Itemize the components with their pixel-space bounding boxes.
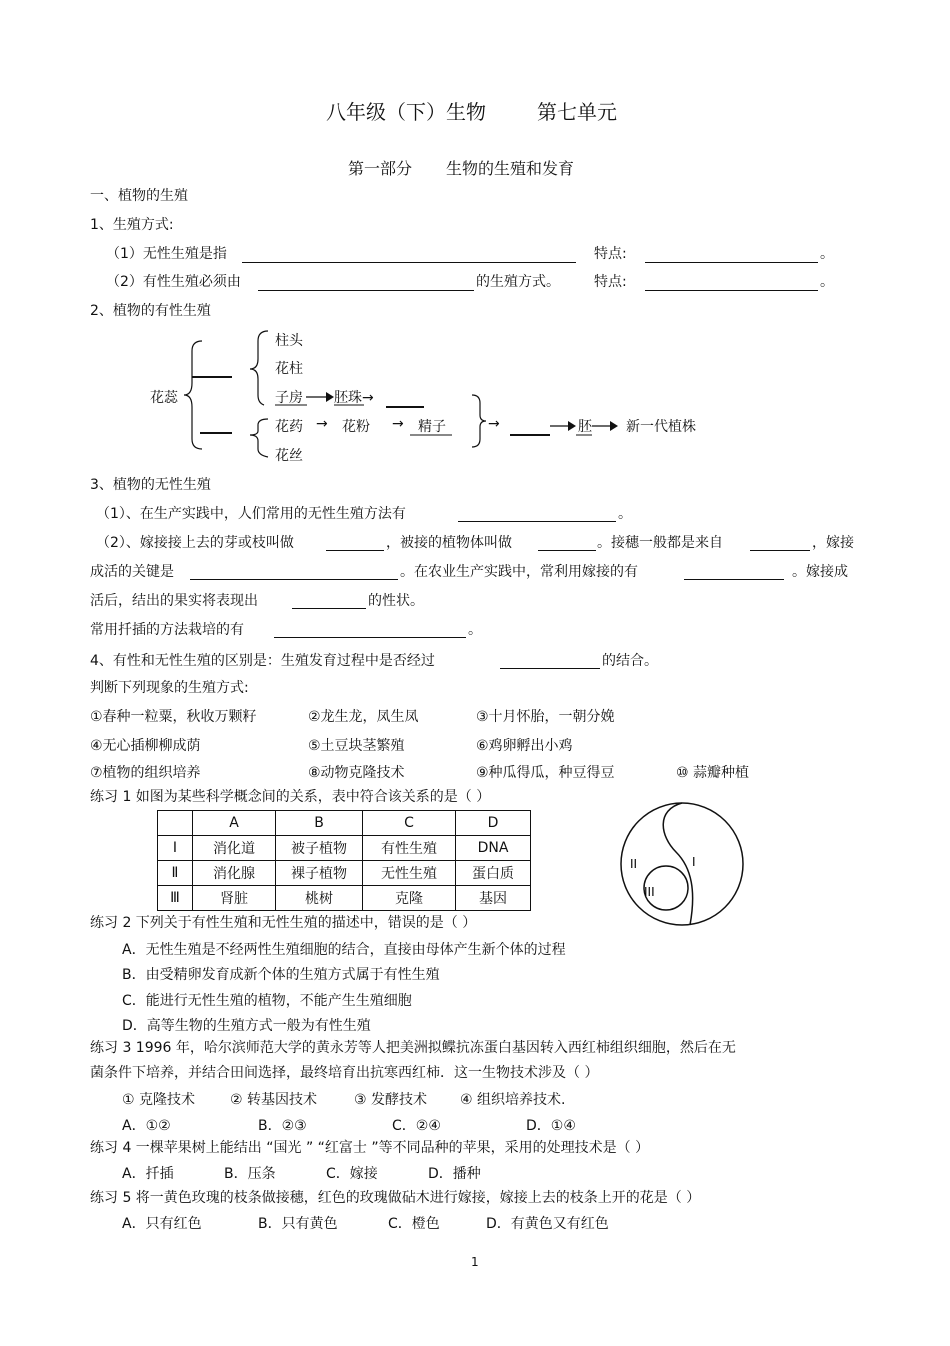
table-cell: 无性生殖 xyxy=(363,861,456,886)
ex4-option-d: D．播种 xyxy=(428,1166,481,1182)
ex4-option-a: A．扦插 xyxy=(122,1166,174,1182)
page-title-left: 八年级（下）生物 xyxy=(326,100,486,124)
q4-blank[interactable] xyxy=(500,668,600,669)
q3-line3a: 成活的关键是 xyxy=(90,564,174,580)
q3-line2c: 。接穗一般都是来自 xyxy=(597,535,723,551)
judge-item: ⑦植物的组织培养 xyxy=(90,765,201,781)
style-label: 花柱 xyxy=(275,361,303,377)
ex3-item: ③ 发酵技术 xyxy=(354,1092,428,1108)
anther-label: 花药 xyxy=(275,419,303,435)
table-row xyxy=(158,886,531,911)
q3-line2a: （2）、嫁接接上去的芽或枝叫做 xyxy=(96,535,294,551)
table-row xyxy=(158,836,531,861)
ex5-option-a: A．只有红色 xyxy=(122,1216,202,1232)
q3-line4b: 的性状。 xyxy=(368,593,424,609)
ex5-option-b: B．只有黄色 xyxy=(258,1216,338,1232)
flower-structure-diagram xyxy=(140,325,740,470)
q3-line5b: 。 xyxy=(468,622,482,638)
ex3-item: ② 转基因技术 xyxy=(230,1092,318,1108)
q1a-feature: 特点: xyxy=(594,246,627,262)
outer-brace xyxy=(184,341,202,449)
judge-item: ⑨种瓜得瓜，种豆得豆 xyxy=(476,765,615,781)
table-cell: Ⅲ xyxy=(158,886,193,911)
table-cell: 有性生殖 xyxy=(363,836,456,861)
ex3-item: ① 克隆技术 xyxy=(122,1092,196,1108)
arrow-1: → xyxy=(316,416,328,432)
judge-item: ⑧动物克隆技术 xyxy=(308,765,405,781)
ex3-option-d: D．①④ xyxy=(526,1118,576,1134)
judge-item: ⑩ 蒜瓣种植 xyxy=(676,765,750,781)
q3-line2b: ，被接的植物体叫做 xyxy=(386,535,512,551)
q3-l1-blank[interactable] xyxy=(458,521,616,522)
ex4-option-b: B．压条 xyxy=(224,1166,276,1182)
q2-label: 2、植物的有性生殖 xyxy=(90,303,211,319)
page-title-right: 第七单元 xyxy=(537,100,617,124)
table-cell: 被子植物 xyxy=(276,836,363,861)
exercise-1: 练习 1 如图为某些科学概念间的关系，表中符合该关系的是（ ） xyxy=(90,789,491,805)
concept-relation-diagram xyxy=(618,800,746,928)
outer-circle xyxy=(621,803,743,925)
table-cell: 裸子植物 xyxy=(276,861,363,886)
part-label: 第一部分 xyxy=(348,159,413,178)
section-heading: 一、植物的生殖 xyxy=(90,188,188,204)
ovary-label: 子房 xyxy=(275,390,303,406)
embryo-label: 胚 xyxy=(578,419,592,435)
judge-item: ④无心插柳柳成荫 xyxy=(90,738,201,754)
q3-line3b: 。在农业生产实践中，常利用嫁接的有 xyxy=(400,564,638,580)
rootstock-blank[interactable] xyxy=(538,550,596,551)
ex3-option-a: A．①② xyxy=(122,1118,171,1134)
table-cell: 消化腺 xyxy=(193,861,276,886)
concept-table xyxy=(157,810,531,911)
ex3-option-b: B．②③ xyxy=(258,1118,307,1134)
judge-label: 判断下列现象的生殖方式: xyxy=(90,680,249,696)
q1a-text: （1）无性生殖是指 xyxy=(106,246,227,262)
exercise-3-line1: 练习 3 1996 年，哈尔滨师范大学的黄永芳等人把美洲拟鲽抗冻蛋白基因转入西红柿组织细胞，然后在无 xyxy=(90,1040,736,1056)
q1a-end: 。 xyxy=(820,246,834,262)
q3-label: 3、植物的无性生殖 xyxy=(90,477,211,493)
table-cell: 肾脏 xyxy=(193,886,276,911)
diagram-label-ii: II xyxy=(630,857,638,871)
table-header: B xyxy=(276,811,363,836)
table-cell: 克隆 xyxy=(363,886,456,911)
judge-item: ③十月怀胎，一朝分娩 xyxy=(476,709,615,725)
flower-pistil-label: 花蕊 xyxy=(150,390,178,406)
q1b-text: （2）有性生殖必须由 xyxy=(106,274,241,290)
diagram-label-iii: III xyxy=(644,885,655,899)
q1b-blank[interactable] xyxy=(258,290,474,291)
sperm-label: 精子 xyxy=(418,419,446,435)
table-cell: 消化道 xyxy=(193,836,276,861)
right-brace xyxy=(472,395,486,447)
q1a-blank[interactable] xyxy=(242,262,576,263)
table-row xyxy=(158,861,531,886)
judge-item: ⑤土豆块茎繁殖 xyxy=(308,738,405,754)
arrow-3: → xyxy=(488,416,500,432)
page-number: 1 xyxy=(471,1255,479,1269)
ex2-option-c: C．能进行无性生殖的植物，不能产生生殖细胞 xyxy=(122,993,412,1009)
q1a-feature-blank[interactable] xyxy=(645,262,818,263)
ex4-option-c: C．嫁接 xyxy=(326,1166,378,1182)
diagram-label-i: I xyxy=(692,855,696,869)
q4-label-end: 的结合。 xyxy=(602,653,658,669)
graft-key-blank[interactable] xyxy=(190,579,398,580)
q3-line2d: ，嫁接 xyxy=(812,535,854,551)
table-header xyxy=(158,811,193,836)
lower-brace xyxy=(250,419,268,457)
table-header: C xyxy=(363,811,456,836)
q3-line5a: 常用扦插的方法栽培的有 xyxy=(90,622,244,638)
exercise-3-line2: 菌条件下培养，并结合田间选择，最终培育出抗寒西红柿．这一生物技术涉及（ ） xyxy=(90,1065,599,1081)
exercise-2: 练习 2 下列关于有性生殖和无性生殖的描述中，错误的是（ ） xyxy=(90,915,477,931)
judge-item: ②龙生龙，凤生凤 xyxy=(308,709,419,725)
upper-brace xyxy=(250,331,268,405)
ovule-label: 胚珠→ xyxy=(334,390,374,406)
table-cell: DNA xyxy=(456,836,531,861)
ex5-option-d: D．有黄色又有红色 xyxy=(486,1216,609,1232)
q3-line3c: 。嫁接成 xyxy=(792,564,848,580)
q1-label: 1、生殖方式: xyxy=(90,217,174,233)
ex2-option-a: A．无性生殖是不经两性生殖细胞的结合，直接由母体产生新个体的过程 xyxy=(122,942,566,958)
new-plant-label: 新一代植株 xyxy=(626,419,696,435)
table-cell: 蛋白质 xyxy=(456,861,531,886)
graft-plants-blank[interactable] xyxy=(684,579,784,580)
scion-source-blank[interactable] xyxy=(750,550,810,551)
q1b-end: 。 xyxy=(820,274,834,290)
fruit-trait-blank[interactable] xyxy=(292,608,366,609)
table-cell: Ⅰ xyxy=(158,836,193,861)
exercise-4: 练习 4 一棵苹果树上能结出 “国光 ” “红富士 ”等不同品种的苹果，采用的处理技术是（ ） xyxy=(90,1140,650,1156)
q4-label: 4、有性和无性生殖的区别是：生殖发育过程中是否经过 xyxy=(90,653,435,669)
judge-item: ⑥鸡卵孵出小鸡 xyxy=(476,738,573,754)
stigma-label: 柱头 xyxy=(275,333,303,349)
table-cell: Ⅱ xyxy=(158,861,193,886)
q1b-feature-blank[interactable] xyxy=(645,290,818,291)
q1b-mid: 的生殖方式。 xyxy=(476,274,560,290)
cutting-blank[interactable] xyxy=(274,637,466,638)
q3-l1-end: 。 xyxy=(618,506,632,522)
ex3-item: ④ 组织培养技术. xyxy=(460,1092,566,1108)
exercise-5: 练习 5 将一黄色玫瑰的枝条做接穗，红色的玫瑰做砧木进行嫁接，嫁接上去的枝条上开的花是（ ） xyxy=(90,1190,701,1206)
table-header: A xyxy=(193,811,276,836)
pollen-label: 花粉 xyxy=(342,419,370,435)
ex3-option-c: C．②④ xyxy=(392,1118,441,1134)
arrow-2: → xyxy=(392,416,404,432)
q1b-feature: 特点: xyxy=(594,274,627,290)
q3-line1: （1）、在生产实践中，人们常用的无性生殖方法有 xyxy=(96,506,406,522)
filament-label: 花丝 xyxy=(275,448,303,464)
q3-line4a: 活后，结出的果实将表现出 xyxy=(90,593,258,609)
judge-item: ①春种一粒粟，秋收万颗籽 xyxy=(90,709,257,725)
table-cell: 桃树 xyxy=(276,886,363,911)
ex5-option-c: C．橙色 xyxy=(388,1216,440,1232)
ex2-option-d: D．高等生物的生殖方式一般为有性生殖 xyxy=(122,1018,371,1034)
table-header: D xyxy=(456,811,531,836)
part-title: 生物的生殖和发育 xyxy=(446,159,575,178)
ex2-option-b: B．由受精卵发育成新个体的生殖方式属于有性生殖 xyxy=(122,967,440,983)
table-cell: 基因 xyxy=(456,886,531,911)
scion-blank[interactable] xyxy=(326,550,384,551)
